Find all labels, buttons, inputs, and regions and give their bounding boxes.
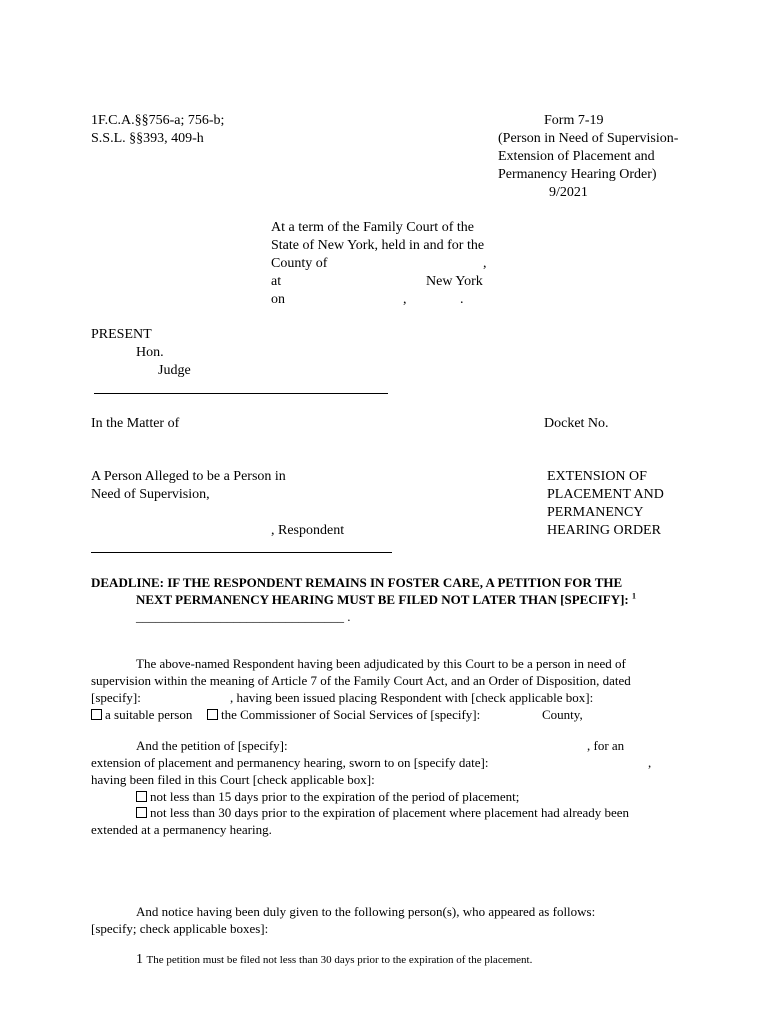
paragraph3-line1: And notice having been duly given to the following person(s), who appeared as follows: — [136, 904, 596, 919]
party-description-line2: Need of Supervision, — [91, 487, 210, 502]
present-divider — [94, 393, 388, 394]
order-title-line1: EXTENSION OF — [547, 469, 647, 484]
paragraph1-line1: The above-named Respondent having been adjudicated by this Court to be a person in need of — [136, 656, 626, 671]
court-term-line2: State of New York, held in and for the — [271, 238, 485, 253]
statute-citation-line2: S.S.L. §§393, 409-h — [91, 131, 204, 146]
form-date: 9/2021 — [549, 185, 588, 200]
paragraph1-line3: , having been issued placing Respondent with [check applicable box]: — [230, 690, 594, 705]
placement-option-commissioner[interactable] — [207, 706, 480, 723]
docket-label: Docket No. — [544, 416, 609, 431]
matter-label: In the Matter of — [91, 416, 180, 431]
court-county-label: County of — [271, 256, 328, 271]
present-label: PRESENT — [91, 327, 152, 342]
caption-divider — [91, 552, 392, 553]
court-term-line1: At a term of the Family Court of the — [271, 220, 474, 235]
filing-option-label: not less than 30 days prior to the expiration of placement where placement had already been — [150, 805, 630, 820]
footnote-text: The petition must be filed not less than 30 days prior to the expiration of the placement. — [146, 954, 533, 966]
court-state: New York — [426, 274, 483, 289]
placement-option-label: a suitable person — [105, 707, 193, 722]
deadline-line2-text: NEXT PERMANENCY HEARING MUST BE FILED NOT LATER THAN [SPECIFY]: — [136, 592, 629, 607]
court-location-label: at — [271, 274, 282, 289]
filing-option-label: not less than 15 days prior to the expiration of the period of placement; — [150, 789, 520, 804]
statute-citation-line1: 1F.C.A.§§756-a; 756-b; — [91, 113, 225, 128]
deadline-line2 — [136, 591, 636, 608]
judge-title: Judge — [158, 363, 191, 378]
judge-honorific: Hon. — [136, 345, 164, 360]
form-title-line3: Permanency Hearing Order) — [498, 167, 657, 182]
checkbox-icon[interactable] — [207, 709, 218, 720]
paragraph2-line6: extended at a permanency hearing. — [91, 822, 272, 837]
paragraph2-line3: having been filed in this Court [check applicable box]: — [91, 772, 375, 787]
placement-option-label: the Commissioner of Social Services of [specify]: — [221, 707, 481, 722]
deadline-blank-line: ________________________________ . — [136, 609, 351, 624]
checkbox-icon[interactable] — [91, 709, 102, 720]
form-title-line2: Extension of Placement and — [498, 149, 655, 164]
paragraph2-line2-comma: , — [648, 755, 652, 770]
paragraph3-line2: [specify; check applicable boxes]: — [91, 921, 269, 936]
paragraph1-line2: supervision within the meaning of Article 7 of the Family Court Act, and an Order of Disposition, dated — [91, 673, 631, 688]
order-title-line3: PERMANENCY — [547, 505, 644, 520]
party-description-line1: A Person Alleged to be a Person in — [91, 469, 286, 484]
footnote-reference: 1 — [632, 591, 636, 601]
footnote — [136, 951, 532, 969]
deadline-line1: DEADLINE: IF THE RESPONDENT REMAINS IN FOSTER CARE, A PETITION FOR THE — [91, 575, 623, 590]
court-date-comma: , — [403, 292, 407, 307]
order-title-line2: PLACEMENT AND — [547, 487, 664, 502]
court-date-period: . — [460, 292, 464, 307]
placement-option-suitable-person[interactable] — [91, 706, 192, 723]
paragraph2-line2: extension of placement and permanency hearing, sworn to on [specify date]: — [91, 755, 489, 770]
filing-option-30-days[interactable] — [136, 804, 629, 821]
court-county-comma: , — [483, 256, 487, 271]
county-label: County, — [542, 707, 583, 722]
paragraph2-for-an: , for an — [587, 738, 625, 753]
form-title-line1: (Person in Need of Supervision- — [498, 131, 679, 146]
checkbox-icon[interactable] — [136, 807, 147, 818]
form-number: Form 7-19 — [544, 113, 604, 128]
paragraph2-petition-label: And the petition of [specify]: — [136, 738, 288, 753]
footnote-number: 1 — [136, 952, 143, 967]
checkbox-icon[interactable] — [136, 791, 147, 802]
paragraph1-specify-label: [specify]: — [91, 690, 141, 705]
court-date-label: on — [271, 292, 285, 307]
filing-option-15-days[interactable] — [136, 788, 519, 805]
respondent-label: , Respondent — [271, 523, 345, 538]
order-title-line4: HEARING ORDER — [547, 523, 661, 538]
